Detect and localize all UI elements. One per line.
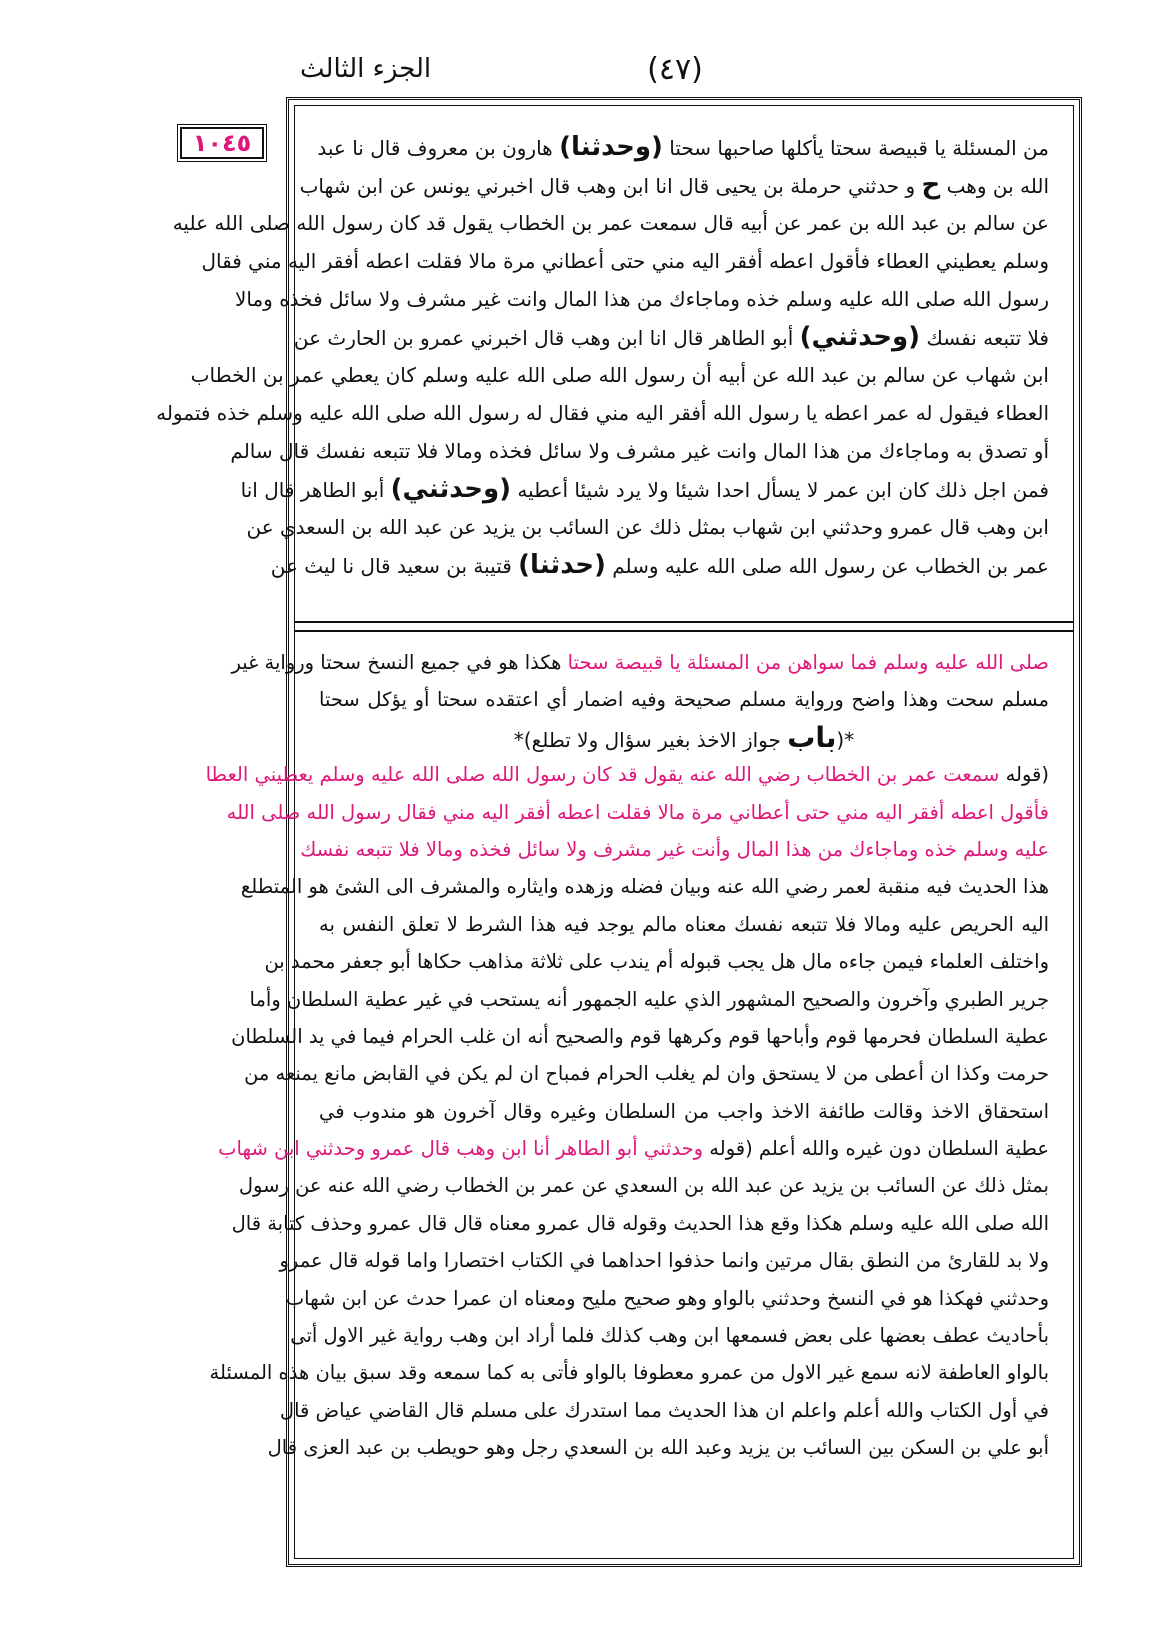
commentary-line	[231, 1018, 1049, 1055]
line-text: في أول الكتاب والله أعلم واعلم ان هذا الحديث مما استدرك على مسلم قال القاضي عياض قال	[279, 1398, 1049, 1422]
hadith-line	[172, 204, 1049, 242]
line-text: وسلم يعطيني العطاء فأقول اعطه أفقر اليه مني حتى أعطاني مرة مالا فقلت اعطه أفقر اليه مني فقال	[201, 249, 1049, 273]
hadith-line	[270, 546, 1049, 584]
line-text: هكذا هو في جميع النسخ سحتا ورواية غير	[231, 651, 568, 674]
hadith-line	[156, 394, 1049, 432]
commentary-line	[300, 831, 1049, 868]
line-text: من المسئلة يا قبيصة سحتا يأكلها صاحبها سحتا	[662, 136, 1049, 160]
narration-keyword: (حدثنا)	[518, 550, 606, 580]
narration-keyword: (وحدثنا)	[559, 132, 663, 162]
line-text: بالواو العاطفة لانه سمع غير الاول من عمرو معطوفا بالواو فأتى به كما سمعه وقد سبق بيان هذه المسئلة	[209, 1361, 1049, 1385]
line-text: قتيبة بن سعيد قال نا ليث عن	[270, 554, 519, 578]
commentary-line	[290, 1317, 1049, 1354]
commentary-line	[238, 1167, 1049, 1204]
line-text: بمثل ذلك عن السائب بن يزيد عن عبد الله بن السعدي عن عمر بن الخطاب رضي الله عنه عن رسول	[238, 1174, 1049, 1198]
line-text: أبو الطاهر قال انا	[240, 478, 391, 502]
commentary-line	[249, 981, 1049, 1018]
commentary-line	[264, 943, 1049, 980]
line-text: ابن شهاب عن سالم بن عبد الله عن أبيه أن رسول الله صلى الله عليه وسلم كان يعطي عمر بن الخطاب	[190, 363, 1049, 387]
commentary-line	[244, 1055, 1049, 1092]
line-text: أو تصدق به وماجاءك من هذا المال وانت غير مشرف ولا سائل فخذه ومالا فلا تتبعه نفسك قال سالم	[230, 439, 1049, 463]
line-text: أبو علي بن السكن بين السائب بن يزيد وعبد الله بن السعدي رجل وهو حويطب بن عبد العزى قال	[267, 1436, 1049, 1460]
commentary-line	[279, 1392, 1049, 1429]
hadith-line	[246, 508, 1049, 546]
hadith-line	[293, 318, 1049, 356]
line-text: ولا بد للقارئ من النطق بقال مرتين وانما حذفوا احداهما في الكتاب اختصارا واما قوله قال عمرو	[279, 1249, 1049, 1273]
line-text: استحقاق الاخذ وقالت طائفة الاخذ واجب من السلطان وغيره وقال آخرون هو مندوب في	[319, 1099, 1049, 1123]
line-text: وحدثني فهكذا هو في النسخ وحدثني بالواو وهو صحيح مليح ومعناه ان عمرا حدث عن ابن شهاب	[285, 1286, 1049, 1310]
line-text: بأحاديث عطف بعضها على بعض فسمعها ابن وهب كذلك فلما أراد ابن وهب رواية غير الاول أتى	[290, 1324, 1049, 1348]
line-text: واختلف العلماء فيمن جاءه مال هل يجب قبوله أم يندب على ثلاثة مذاهب حكاها أبو جعفر محمد بن	[264, 950, 1049, 974]
chapter-title-bab: باب	[787, 720, 837, 754]
page-header	[280, 48, 1070, 88]
quoted-text: وحدثني أبو الطاهر أنا ابن وهب قال عمرو وحدثني ابن شهاب	[218, 1137, 704, 1161]
chapter-title	[319, 719, 1049, 756]
line-text: هذا الحديث فيه منقبة لعمر رضي الله عنه وبيان فضله وزهده وايثاره والمشرف الى الشئ هو المتطلع	[240, 875, 1049, 899]
line-text: أبو الطاهر قال انا ابن وهب قال اخبرني عمرو بن الحارث عن	[293, 326, 800, 350]
hadith-line	[299, 166, 1049, 204]
intro-line	[319, 681, 1049, 718]
hadith-line	[190, 356, 1049, 394]
hadith-line	[240, 470, 1049, 508]
quoted-text: سمعت عمر بن الخطاب رضي الله عنه يقول قد كان رسول الله صلى الله عليه وسلم يعطيني العطا	[205, 763, 1000, 787]
commentary-line	[218, 1130, 1049, 1167]
line-text: عطية السلطان دون غيره والله أعلم (قوله	[703, 1137, 1049, 1161]
quoted-text: فأقول اعطه أفقر اليه مني حتى أعطاني مرة مالا فقلت اعطه أفقر اليه مني فقال رسول الله صلى الله	[226, 800, 1049, 824]
commentary-line	[319, 1093, 1049, 1130]
commentary-section	[205, 644, 1049, 1467]
line-text: هارون بن معروف قال نا عبد	[317, 136, 560, 160]
line-text: و حدثني حرملة بن يحيى قال انا ابن وهب قال اخبرني يونس عن ابن شهاب	[299, 174, 922, 198]
quoted-text: عليه وسلم خذه وماجاءك من هذا المال وأنت غير مشرف ولا سائل فخذه ومالا فلا تتبعه نفسك	[300, 837, 1049, 861]
line-text: فلا تتبعه نفسك	[920, 326, 1049, 350]
line-text: مسلم سحت وهذا واضح ورواية مسلم صحيحة وفيه اضمار أي اعتقده سحتا أو يؤكل سحتا	[319, 688, 1049, 712]
commentary-body	[205, 756, 1049, 1466]
commentary-line	[285, 1280, 1049, 1317]
line-text: العطاء فيقول له عمر اعطه يا رسول الله أفقر اليه مني فقال له رسول الله صلى الله عليه وسلم خذه فتموله	[156, 401, 1049, 425]
hadith-line	[319, 128, 1049, 166]
line-text: عمر بن الخطاب عن رسول الله صلى الله عليه وسلم	[605, 554, 1049, 578]
commentary-line	[209, 1354, 1049, 1391]
line-text: جرير الطبري وآخرون والصحيح المشهور الذي عليه الجمهور أنه يستحب في غير عطية السلطان وأما	[249, 987, 1049, 1011]
commentary-line	[279, 1242, 1049, 1279]
commentary-line	[226, 794, 1049, 831]
commentary-line	[319, 906, 1049, 943]
line-text: حرمت وكذا ان أعطى من لا يستحق وان لم يغلب الحرام فمباح ان لم يكن في القابض مانع يمنعه من	[244, 1062, 1049, 1086]
line-text: فمن اجل ذلك كان ابن عمر لا يسأل احدا شيئا ولا يرد شيئا أعطيه	[511, 478, 1049, 502]
commentary-line	[231, 1205, 1049, 1242]
quoted-text: صلى الله عليه وسلم فما سواهن من المسئلة يا قبيصة سحتا	[567, 651, 1049, 674]
commentary-line	[267, 1429, 1049, 1466]
line-text: ابن وهب قال عمرو وحدثني ابن شهاب بمثل ذلك عن السائب بن يزيد عن عبد الله بن السعدي عن	[246, 515, 1049, 539]
page-number: (٤٧)	[647, 52, 703, 87]
part-title: الجزء الثالث	[300, 54, 432, 84]
chapter-title-text: جواز الاخذ بغير سؤال ولا تطلع)*	[513, 727, 788, 752]
hadith-line	[234, 280, 1049, 318]
line-text: الله صلى الله عليه وسلم هكذا وقع هذا الحديث وقوله قال عمرو معناه قال قال عمرو وحذف كتابة قال	[231, 1211, 1049, 1235]
commentary-intro	[231, 644, 1049, 719]
line-text: الله بن وهب	[940, 174, 1049, 198]
commentary-line	[205, 756, 1049, 793]
line-text: عطية السلطان فحرمها قوم وأباحها قوم وكرهها قوم والصحيح أنه ان غلب الحرام فيما في يد السلطان	[231, 1024, 1049, 1048]
section-divider	[295, 621, 1073, 632]
intro-line	[231, 644, 1049, 681]
narration-keyword: ح	[921, 170, 941, 200]
commentary-line	[240, 868, 1049, 905]
hadith-line	[230, 432, 1049, 470]
line-text: اليه الحريص عليه ومالا فلا تتبعه نفسك معناه مالم يوجد فيه هذا الشرط لا تعلق النفس به	[319, 912, 1049, 936]
line-text: رسول الله صلى الله عليه وسلم خذه وماجاءك من هذا المال وانت غير مشرف ولا سائل فخذه ومالا	[234, 287, 1049, 311]
chapter-title-open: *(	[836, 727, 855, 752]
line-text: عن سالم بن عبد الله بن عمر عن أبيه قال سمعت عمر بن الخطاب يقول قد كان رسول الله صلى الله عليه	[172, 211, 1049, 235]
narration-keyword: (وحدثني)	[799, 322, 921, 352]
narration-keyword: (وحدثني)	[390, 474, 512, 504]
hadith-line	[201, 242, 1049, 280]
hadith-number-box: ١٠٤٥	[180, 127, 264, 159]
line-text: (قوله	[999, 763, 1049, 787]
